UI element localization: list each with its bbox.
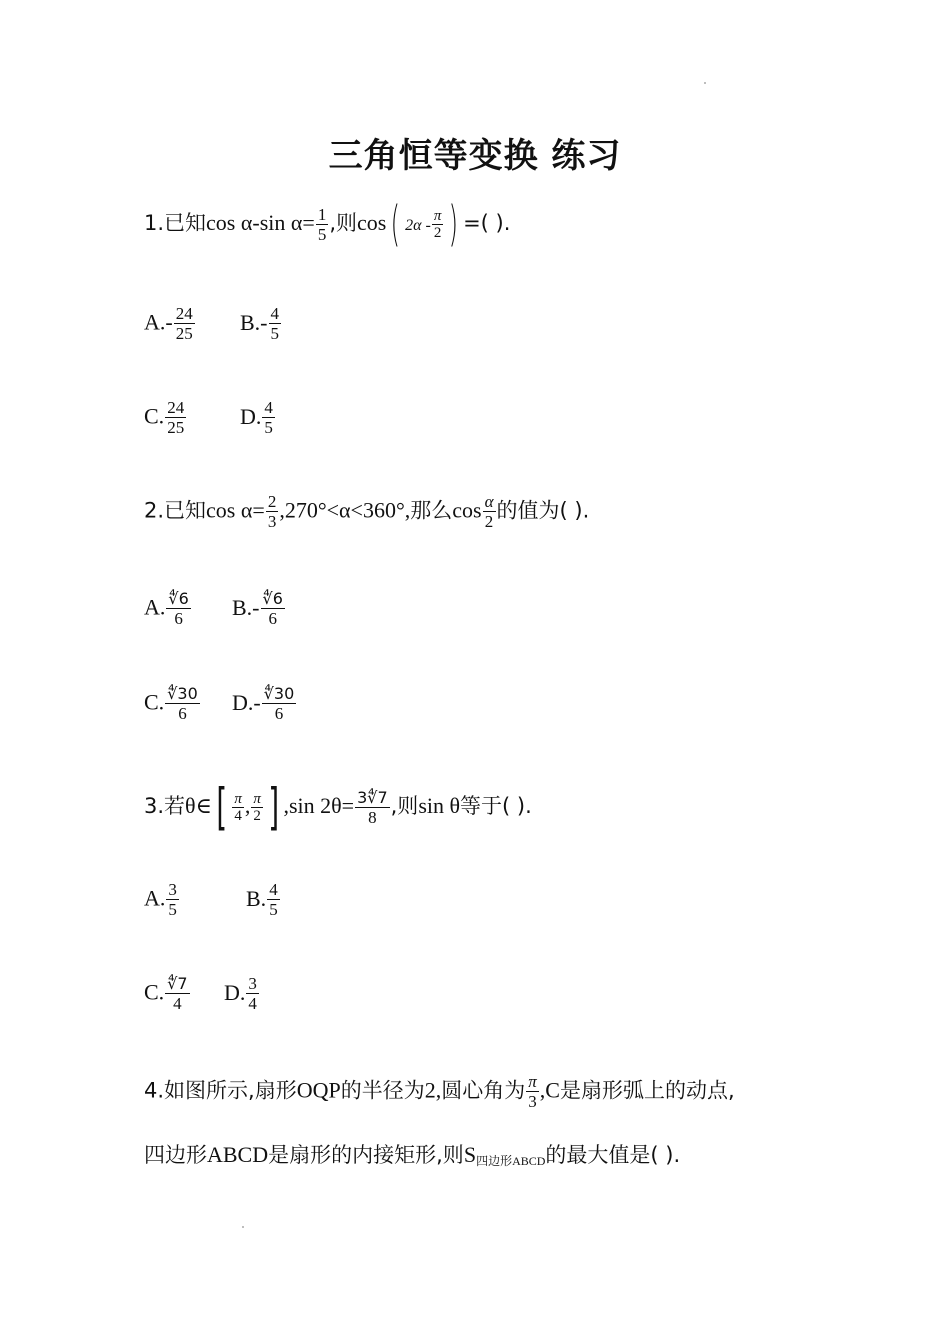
- q1-frac-1-5: $\frac{1}{5}$: [317, 204, 327, 244]
- q3-suffix: 等于( ).: [460, 794, 532, 818]
- q4-c: ,C: [539, 1077, 560, 1103]
- q1-option-a: A.- $\frac{24}{25}$: [144, 304, 193, 343]
- question-2: [144, 492, 589, 531]
- q2-frac-alpha-2: $\frac{\alpha}{2}$: [484, 492, 494, 531]
- q3-prefix: 3.若: [144, 794, 186, 818]
- q1-inner: 2α -: [405, 217, 431, 234]
- q2-expr: cos α=: [206, 497, 265, 523]
- q3-theta-in: θ∈: [185, 793, 212, 818]
- q2-option-c: C. $\frac{￼∜30}{6}$: [144, 684, 198, 723]
- q2-suffix: 的值为( ).: [496, 498, 590, 523]
- q4-text-2c: 是扇形的内接矩形,则: [268, 1143, 464, 1167]
- q3-option-a: A. $\frac{3}{5}$: [144, 880, 177, 919]
- q1-option-c: C. $\frac{24}{25}$: [144, 398, 185, 437]
- q1-suffix: =( ).: [463, 211, 511, 235]
- q3-comma: ,: [244, 793, 251, 818]
- q3-option-b: B. $\frac{4}{5}$: [246, 880, 278, 919]
- question-3: 3.若θ∈[ $\frac{\pi}{4}$ , $\frac{\pi}{2}$ ] ,sin 2θ= $\frac{3￼∜7}{8}$ ,则sin θ等于( ).: [144, 778, 532, 836]
- q1-expr: cos α-sin α=: [206, 210, 315, 235]
- q1-cos: cos: [357, 210, 387, 235]
- q4-text-c: 的半径为: [340, 1078, 425, 1103]
- q4-text-g: 是扇形弧上的动点,: [559, 1078, 735, 1103]
- q3-expr2: sin θ: [418, 793, 461, 818]
- page-title: 三角恒等变换 练习: [328, 136, 622, 176]
- q3-options-row-1: [144, 880, 281, 919]
- q4-sub-a: 四边形: [476, 1154, 513, 1168]
- q3-option-c: C. $\frac{￼∜7}{4}$: [144, 974, 188, 1013]
- q4-radius: 2,: [424, 1077, 442, 1103]
- q3-frac-pi-4: $\frac{\pi}{4}$: [234, 790, 242, 824]
- q2-option-b: B.- $\frac{￼∜6}{6}$: [232, 589, 283, 628]
- q1-prefix: 1.已知: [144, 211, 207, 235]
- question-1: 1.已知cos α-sin α= $\frac{1}{5}$ ,则cos( 2α - $\frac{\pi}{2}$ ) =( ).: [144, 196, 511, 252]
- q2-range: ,270°<α<360°,: [279, 497, 411, 523]
- q4-text-a: 4.如图所示,扇形: [144, 1078, 297, 1103]
- q4-frac-pi-3: $\frac{\pi}{3}$: [528, 1072, 537, 1111]
- q4-text-e: 圆心角为: [441, 1078, 526, 1103]
- q1-option-b: B.- $\frac{4}{5}$: [240, 304, 279, 343]
- q3-expr: ,sin 2θ=: [283, 793, 355, 818]
- q3-frac-value: $\frac{3￼∜7}{8}$: [357, 787, 388, 827]
- q2-prefix: 2.已知: [144, 498, 207, 523]
- q4-text-2d: 的最大值是( ).: [545, 1143, 681, 1167]
- q1-frac-pi-2: $\frac{\pi}{2}$: [433, 207, 442, 241]
- q4-sub-b: ABCD: [512, 1154, 546, 1168]
- question-4-line-1: [144, 1072, 735, 1111]
- q4-s: S: [463, 1142, 477, 1167]
- q1-mid: ,则: [329, 211, 358, 235]
- q4-oqp: OQP: [296, 1077, 341, 1103]
- q2-options-row-2: [144, 684, 297, 723]
- q1-options-row-2: [144, 398, 276, 437]
- question-4-line-2: [144, 1140, 680, 1176]
- q1-options-row-1: [144, 304, 282, 343]
- q4-abcd: ABCD: [207, 1142, 269, 1167]
- q3-option-d: D. $\frac{3}{4}$: [224, 974, 257, 1013]
- q2-option-d: D.- $\frac{￼∜30}{6}$: [232, 684, 295, 723]
- q3-options-row-2: [144, 974, 260, 1013]
- q2-options-row-1: [144, 589, 286, 628]
- q2-mid: 那么: [410, 498, 453, 523]
- q3-mid: ,则: [390, 794, 419, 818]
- q1-option-d: D. $\frac{4}{5}$: [240, 398, 273, 437]
- q3-frac-pi-2: $\frac{\pi}{2}$: [253, 790, 261, 824]
- q2-frac-2-3: $\frac{2}{3}$: [267, 492, 277, 531]
- q2-cos: cos: [452, 497, 482, 523]
- q2-option-a: A. $\frac{￼∜6}{6}$: [144, 589, 189, 628]
- q4-text-2a: 四边形: [144, 1143, 207, 1167]
